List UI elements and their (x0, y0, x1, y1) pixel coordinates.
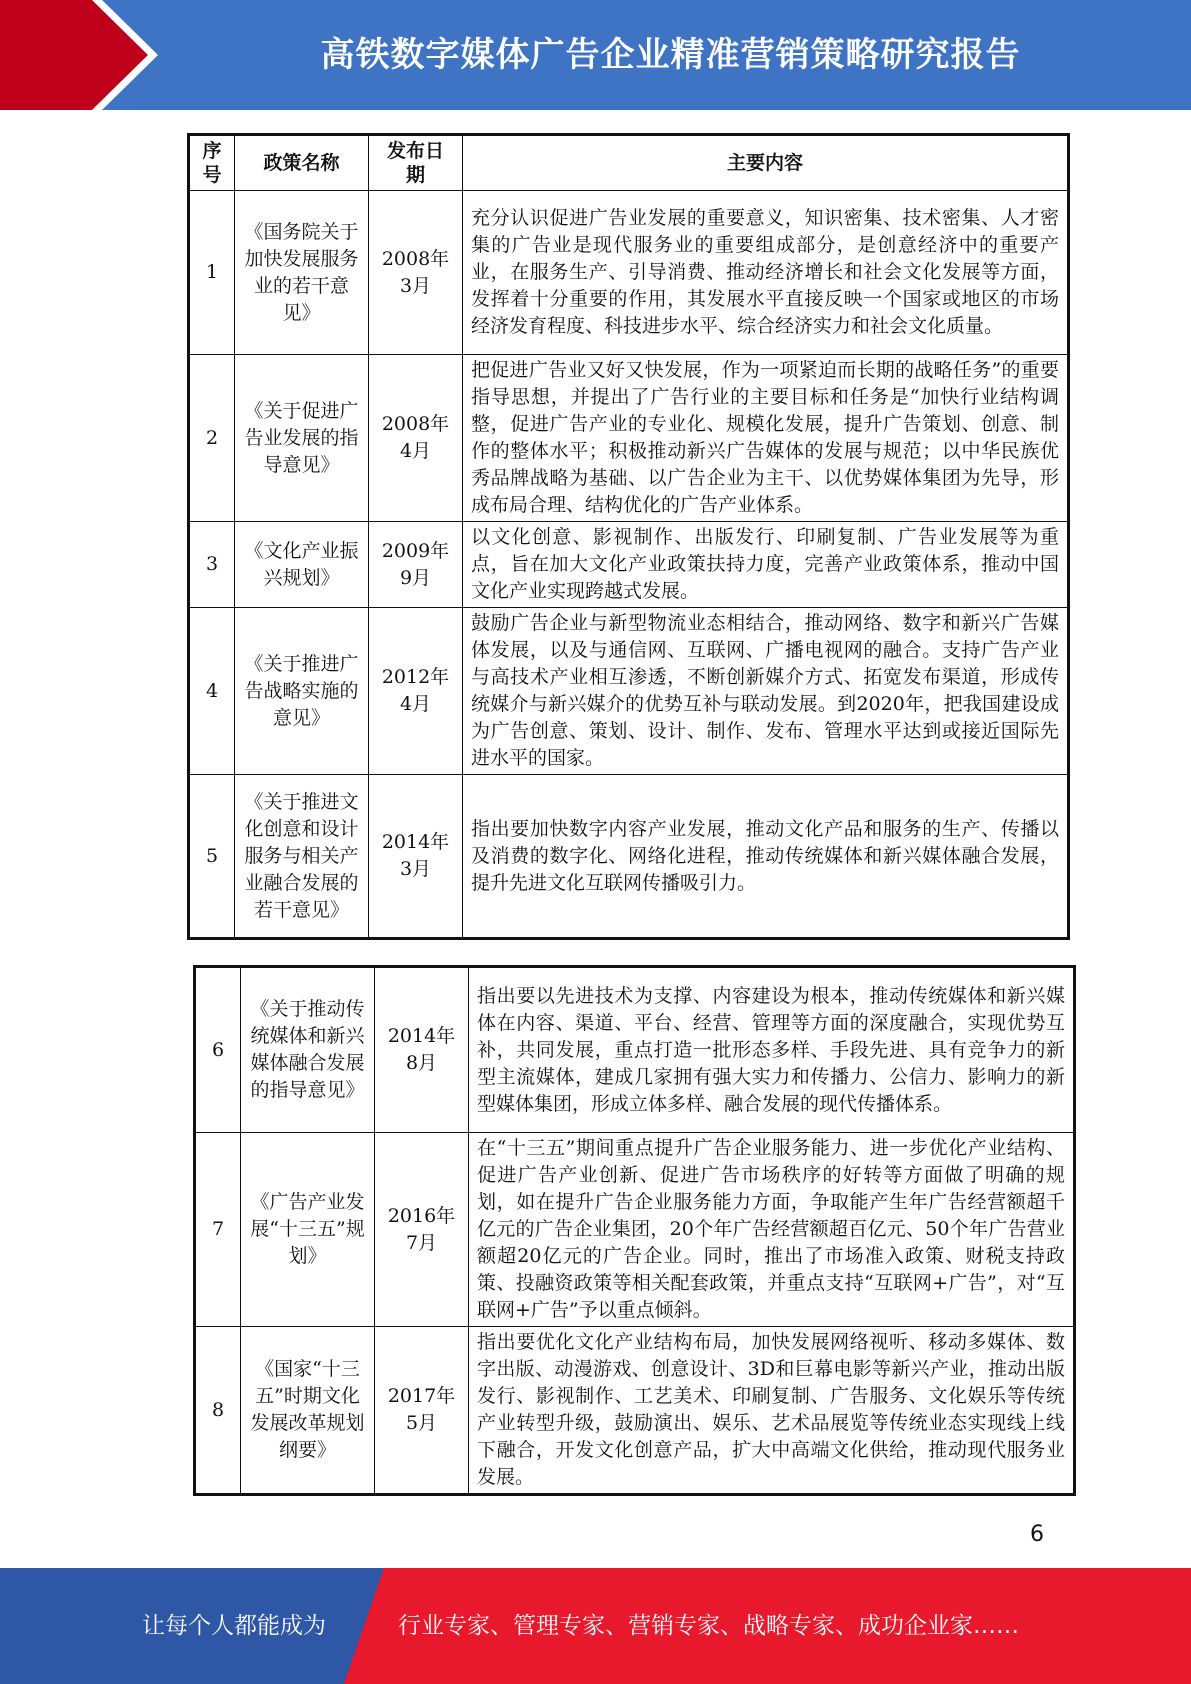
table-row (189, 191, 1069, 355)
row-policy-name: 《关于推进文化创意和设计服务与相关产业融合发展的若干意见》 (235, 775, 369, 939)
row-num: 4 (189, 608, 235, 775)
row-date: 2014年8月 (375, 967, 469, 1133)
header-date: 发布日期 (369, 135, 463, 191)
footer-slogan-right: 行业专家、管理专家、营销专家、战略专家、成功企业家…… (398, 1613, 1019, 1639)
row-num: 8 (195, 1327, 241, 1495)
table-row (189, 775, 1069, 939)
row-policy-name: 《关于推进广告战略实施的意见》 (235, 608, 369, 775)
header-name: 政策名称 (235, 135, 369, 191)
row-content: 在“十三五”期间重点提升广告企业服务能力、进一步优化产业结构、促进广告产业创新、促进广告市场秩序的好转等方面做了明确的规划，如在提升广告企业服务能力方面，争取能产生年广告经营额超千亿元的广告企业集团，20个年广告经营额超百亿元、50个年广告营业额超20亿元的广告企业。同时，推出了市场准入政策、财税支持政策、投融资政策等相关配套政策，并重点支持“互联网+广告”，对“互联网+广告”予以重点倾斜。 (469, 1133, 1075, 1327)
row-content: 鼓励广告企业与新型物流业态相结合，推动网络、数字和新兴广告媒体发展，以及与通信网、互联网、广播电视网的融合。支持广告产业与高技术产业相互渗透，不断创新媒介方式、拓宽发布渠道，形成传统媒介与新兴媒介的优势互补与联动发展。到2020年，把我国建设成为广告创意、策划、设计、制作、发布、管理水平达到或接近国际先进水平的国家。 (463, 608, 1069, 775)
row-date: 2008年3月 (369, 191, 463, 355)
header-content: 主要内容 (463, 135, 1069, 191)
row-date: 2017年5月 (375, 1327, 469, 1495)
row-content: 充分认识促进广告业发展的重要意义，知识密集、技术密集、人才密集的广告业是现代服务业的重要组成部分，是创意经济中的重要产业，在服务生产、引导消费、推动经济增长和社会文化发展等方面，发挥着十分重要的作用，其发展水平直接反映一个国家或地区的市场经济发育程度、科技进步水平、综合经济实力和社会文化质量。 (463, 191, 1069, 355)
row-content: 指出要加快数字内容产业发展，推动文化产品和服务的生产、传播以及消费的数字化、网络化进程，推动传统媒体和新兴媒体融合发展，提升先进文化互联网传播吸引力。 (463, 775, 1069, 939)
footer-slogan-left: 让每个人都能成为 (142, 1613, 326, 1639)
row-content: 把促进广告业又好又快发展，作为一项紧迫而长期的战略任务”的重要指导思想，并提出了广告行业的主要目标和任务是“加快行业结构调整，促进广告产业的专业化、规模化发展，提升广告策划、创意、制作的整体水平；积极推动新兴广告媒体的发展与规范；以中华民族优秀品牌战略为基础、以广告企业为主干、以优势媒体集团为先导，形成布局合理、结构优化的广告产业体系。 (463, 355, 1069, 522)
row-num: 3 (189, 522, 235, 608)
page-footer (0, 1568, 1191, 1684)
table-row (195, 967, 1075, 1133)
row-policy-name: 《文化产业振兴规划》 (235, 522, 369, 608)
page-header (0, 0, 1191, 110)
table-row (189, 608, 1069, 775)
row-num: 6 (195, 967, 241, 1133)
table-row (189, 522, 1069, 608)
row-policy-name: 《国家“十三五”时期文化发展改革规划纲要》 (241, 1327, 375, 1495)
row-policy-name: 《关于促进广告业发展的指导意见》 (235, 355, 369, 522)
table-header-row (189, 135, 1069, 191)
row-content: 指出要以先进技术为支撑、内容建设为根本，推动传统媒体和新兴媒体在内容、渠道、平台、经营、管理等方面的深度融合，实现优势互补，共同发展，重点打造一批形态多样、手段先进、具有竞争力的新型主流媒体，建成几家拥有强大实力和传播力、公信力、影响力的新型媒体集团，形成立体多样、融合发展的现代传播体系。 (469, 967, 1075, 1133)
header-num: 序号 (189, 135, 235, 191)
row-date: 2016年7月 (375, 1133, 469, 1327)
row-num: 5 (189, 775, 235, 939)
row-policy-name: 《国务院关于加快发展服务业的若干意见》 (235, 191, 369, 355)
row-date: 2008年4月 (369, 355, 463, 522)
table-row (195, 1327, 1075, 1495)
policy-table-part-1 (187, 133, 1070, 940)
row-content: 指出要优化文化产业结构布局，加快发展网络视听、移动多媒体、数字出版、动漫游戏、创意设计、3D和巨幕电影等新兴产业，推动出版发行、影视制作、工艺美术、印刷复制、广告服务、文化娱乐等传统产业转型升级，鼓励演出、娱乐、艺术品展览等传统业态实现线上线下融合，开发文化创意产品，扩大中高端文化供给，推动现代服务业发展。 (469, 1327, 1075, 1495)
row-date: 2014年3月 (369, 775, 463, 939)
table-row (195, 1133, 1075, 1327)
row-date: 2012年4月 (369, 608, 463, 775)
page-title: 高铁数字媒体广告企业精准营销策略研究报告 (320, 35, 1021, 75)
page-number: 6 (1030, 1522, 1044, 1547)
row-date: 2009年9月 (369, 522, 463, 608)
row-num: 1 (189, 191, 235, 355)
table-row (189, 355, 1069, 522)
row-num: 7 (195, 1133, 241, 1327)
policy-table-part-2 (193, 965, 1076, 1496)
row-policy-name: 《广告产业发展“十三五”规划》 (241, 1133, 375, 1327)
row-num: 2 (189, 355, 235, 522)
row-policy-name: 《关于推动传统媒体和新兴媒体融合发展的指导意见》 (241, 967, 375, 1133)
row-content: 以文化创意、影视制作、出版发行、印刷复制、广告业发展等为重点，旨在加大文化产业政策扶持力度，完善产业政策体系，推动中国文化产业实现跨越式发展。 (463, 522, 1069, 608)
